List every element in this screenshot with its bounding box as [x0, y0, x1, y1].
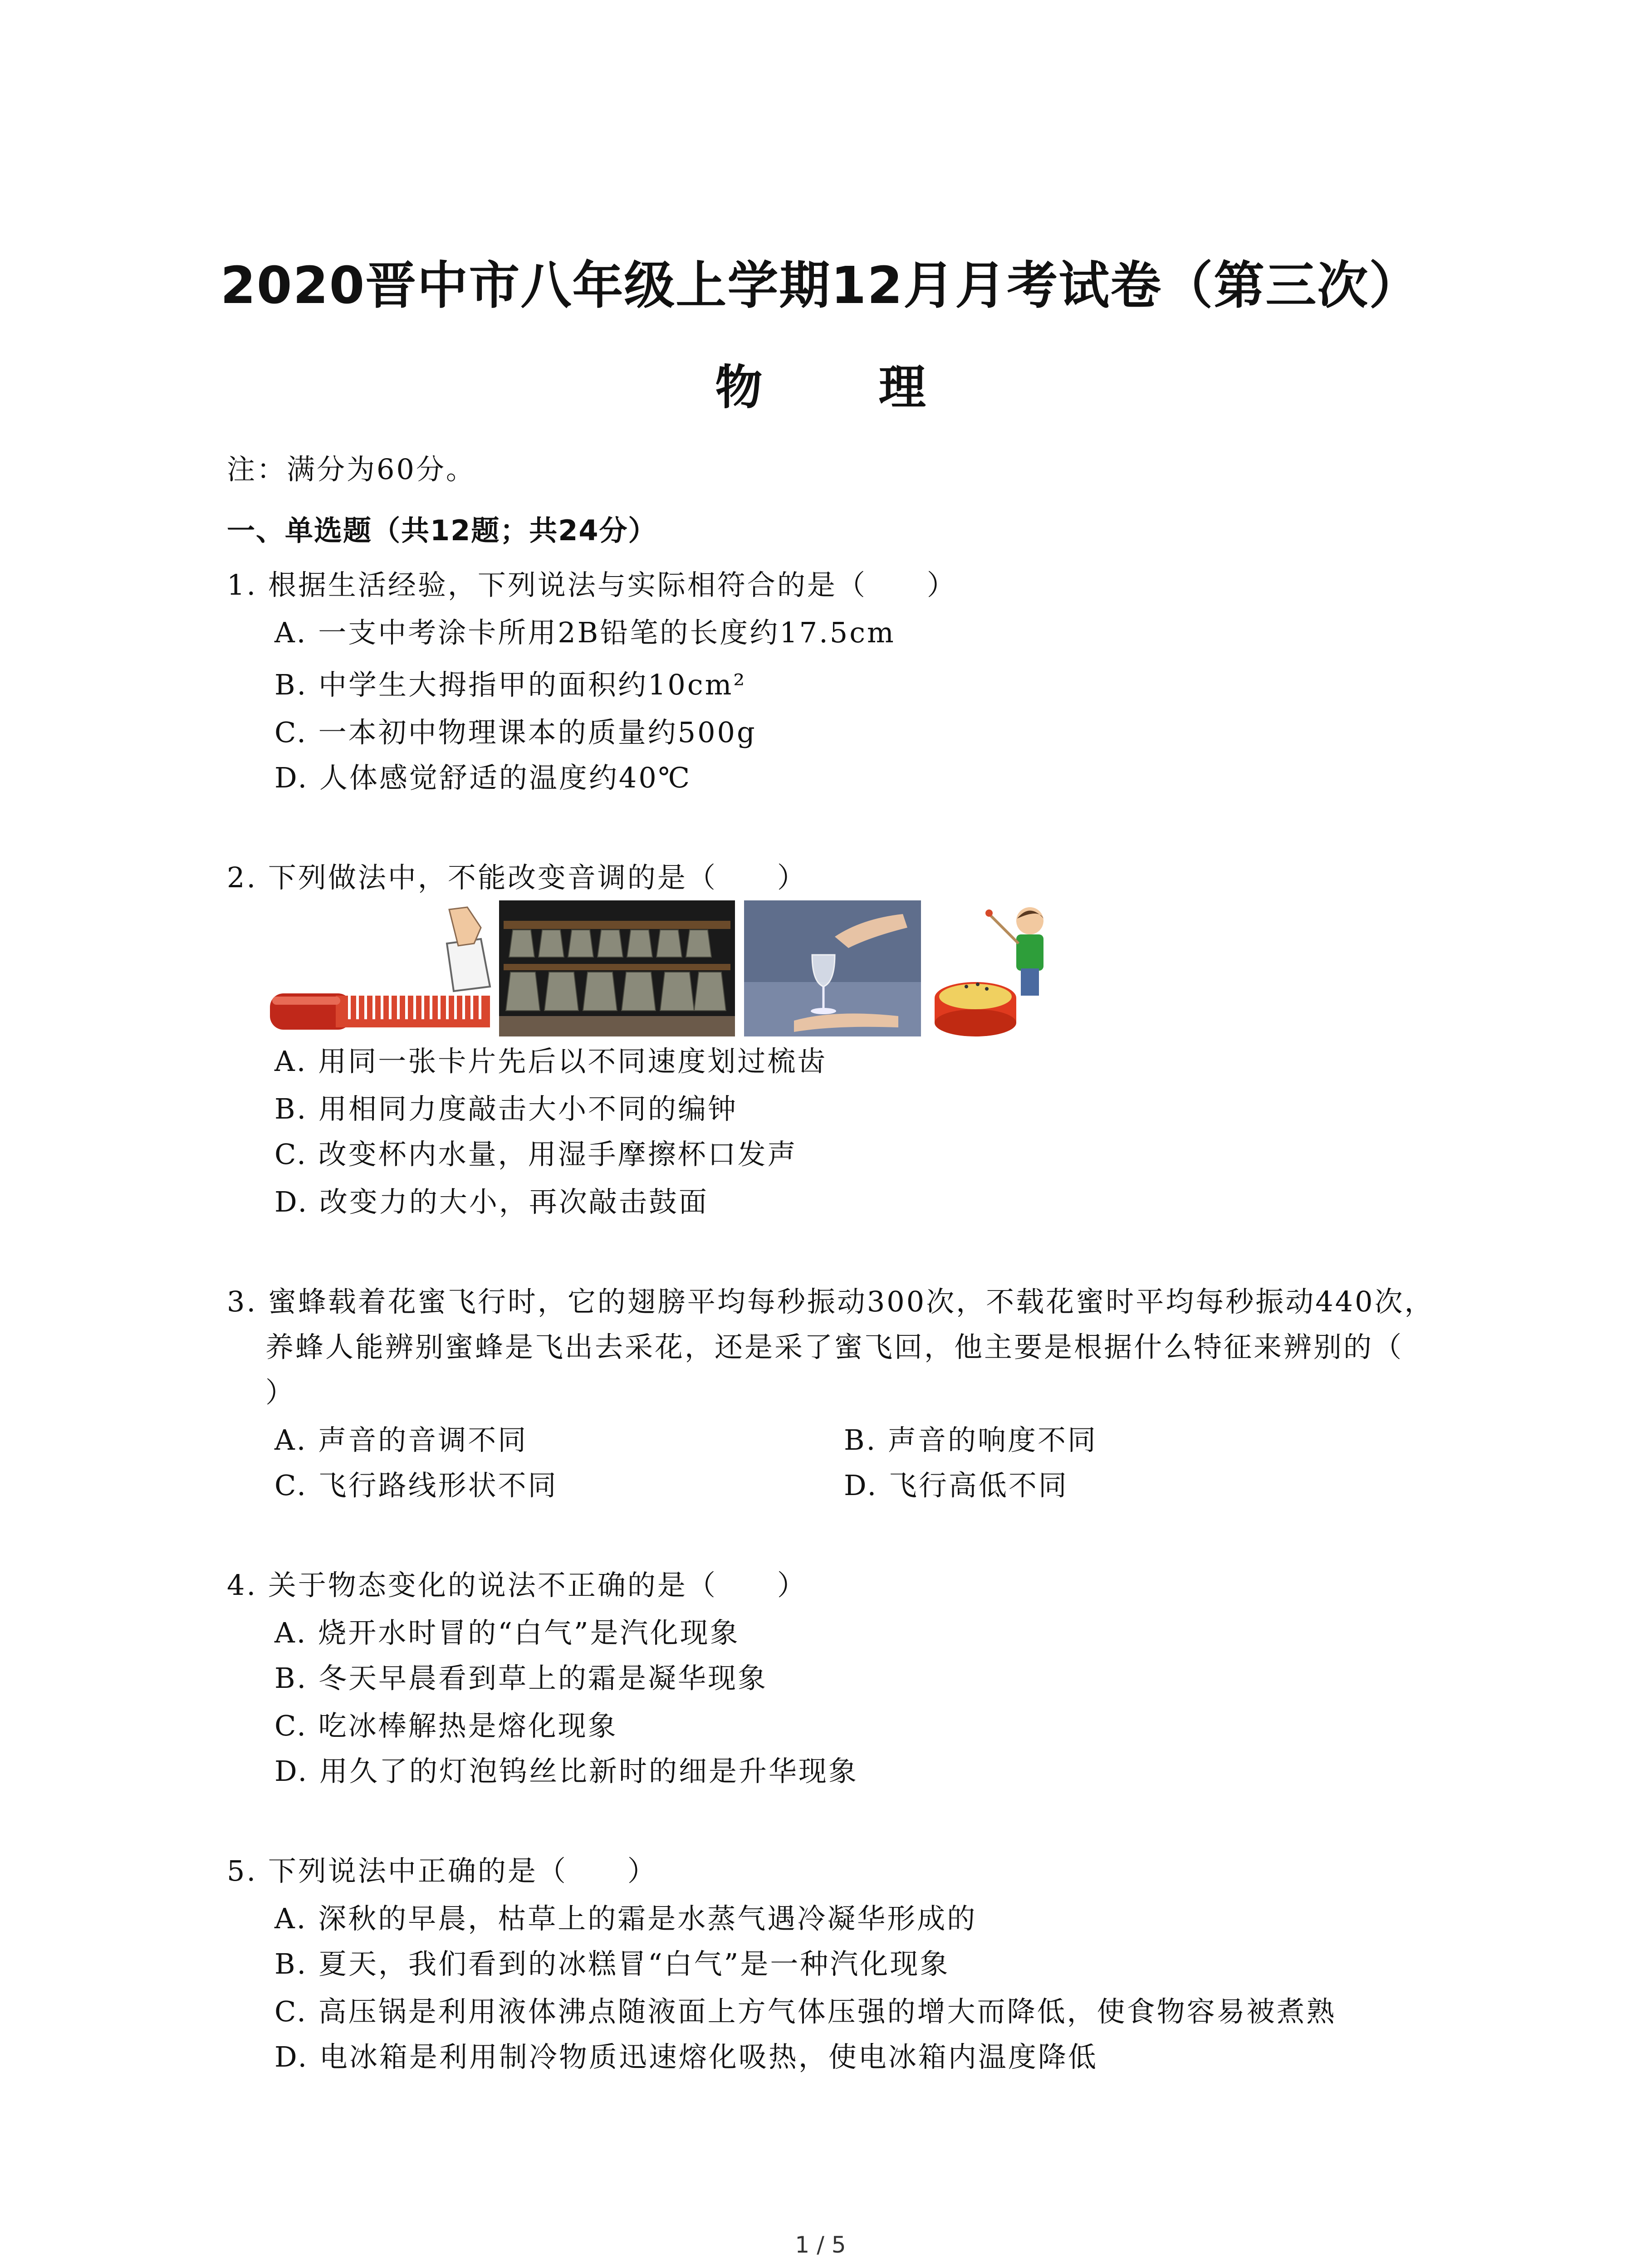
- question-4-option-a: A. 烧开水时冒的“白气”是汽化现象: [274, 1616, 740, 1649]
- page-number: 1 / 5: [795, 2232, 846, 2258]
- question-1-option-d: D. 人体感觉舒适的温度约40℃: [274, 761, 692, 794]
- question-3-stem-line-3: ）: [265, 1376, 296, 1409]
- question-4-option-b: B. 冬天早晨看到草上的霜是凝华现象: [274, 1662, 768, 1695]
- question-2-option-d: D. 改变力的大小，再次敲击鼓面: [274, 1185, 709, 1218]
- exam-title: 2020晋中市八年级上学期12月月考试卷（第三次）: [220, 256, 1421, 315]
- question-1-option-a: A. 一支中考涂卡所用2B铅笔的长度约17.5cm: [274, 616, 896, 649]
- score-note: 注：满分为60分。: [227, 453, 476, 486]
- question-5-stem: 5. 下列说法中正确的是（ ）: [227, 1854, 657, 1887]
- section-heading: 一、单选题（共12题；共24分）: [227, 514, 657, 547]
- question-1-stem: 1. 根据生活经验，下列说法与实际相符合的是（ ）: [227, 568, 957, 601]
- question-2-option-a: A. 用同一张卡片先后以不同速度划过梳齿: [274, 1045, 828, 1078]
- question-3-option-c: C. 飞行路线形状不同: [274, 1469, 558, 1502]
- wine-glass-figure: [744, 900, 921, 1036]
- question-4-stem: 4. 关于物态变化的说法不正确的是（ ）: [227, 1569, 807, 1602]
- drum-figure: [930, 900, 1066, 1036]
- question-2-option-b: B. 用相同力度敲击大小不同的编钟: [274, 1092, 738, 1125]
- question-3-stem-line-1: 3. 蜜蜂载着花蜜飞行时，它的翅膀平均每秒振动300次，不载花蜜时平均每秒振动440次，: [227, 1285, 1435, 1318]
- subject-title: 物 理: [715, 360, 976, 415]
- question-5-option-c: C. 高压锅是利用液体沸点随液面上方气体压强的增大而降低，使食物容易被煮熟: [274, 1995, 1337, 2028]
- question-3-option-a: A. 声音的音调不同: [274, 1423, 528, 1457]
- question-5-option-a: A. 深秋的早晨，枯草上的霜是水蒸气遇冷凝华形成的: [274, 1902, 977, 1935]
- question-1-option-c: C. 一本初中物理课本的质量约500g: [274, 716, 757, 749]
- question-3-option-b: B. 声音的响度不同: [844, 1423, 1097, 1457]
- question-2-option-c: C. 改变杯内水量，用湿手摩擦杯口发声: [274, 1138, 798, 1171]
- question-3-option-d: D. 飞行高低不同: [844, 1469, 1068, 1502]
- question-4-option-d: D. 用久了的灯泡钨丝比新时的细是升华现象: [274, 1755, 858, 1788]
- chime-bells-figure: [499, 900, 735, 1036]
- question-4-option-c: C. 吃冰棒解热是熔化现象: [274, 1709, 618, 1742]
- question-2-stem: 2. 下列做法中，不能改变音调的是（ ）: [227, 861, 807, 894]
- question-5-option-d: D. 电冰箱是利用制冷物质迅速熔化吸热，使电冰箱内温度降低: [274, 2040, 1098, 2073]
- question-5-option-b: B. 夏天，我们看到的冰糕冒“白气”是一种汽化现象: [274, 1947, 950, 1980]
- question-1-option-b: B. 中学生大拇指甲的面积约10cm²: [274, 668, 747, 701]
- question-3-stem-line-2: 养蜂人能辨别蜜蜂是飞出去采花，还是采了蜜飞回，他主要是根据什么特征来辨别的（: [265, 1330, 1404, 1364]
- comb-card-figure: [268, 900, 495, 1036]
